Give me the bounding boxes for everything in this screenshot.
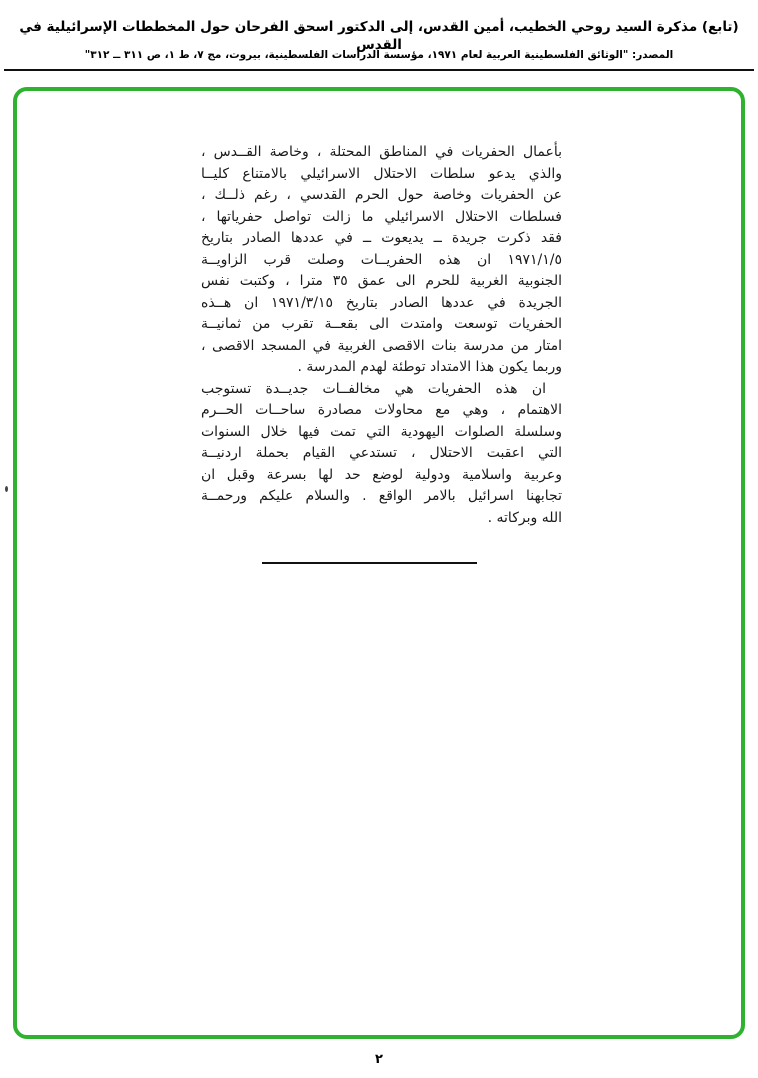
text-line: الله وبركاته . <box>487 509 562 526</box>
text-line: وسلسلة الصلوات اليهودية التي تمت فيها خلال السنوات <box>201 423 562 440</box>
text-line: والذي يدعو سلطات الاحتلال الاسرائيلي بالامتناع كليــا <box>201 165 562 182</box>
text-line: فقد ذكرت جريدة ــ يديعوت ــ في عددها الصادر بتاريخ <box>201 230 562 246</box>
text-line: وربما يكون هذا الامتداد توطئة لهدم المدرسة . <box>297 359 562 375</box>
text-line: التي اعقبت الاحتلال ، تستدعي القيام بحملة اردنيــة <box>201 445 562 461</box>
paragraph-1 <box>201 142 562 379</box>
text-line: فسلطات الاحتلال الاسرائيلي ما زالت تواصل حفرياتها ، <box>201 208 562 225</box>
body-text <box>201 142 562 529</box>
text-line: ١٩٧١/١/٥ ان هذه الحفريــات وصلت قرب الزاويــة <box>201 251 562 268</box>
text-line: الاهتمام ، وهي مع محاولات مصادرة ساحــات الحــرم <box>201 402 562 418</box>
end-divider <box>262 562 477 564</box>
source-line: المصدر: "الوثائق الفلسطينية العربية لعام ١٩٧١، مؤسسة الدراسات الفلسطينية، بيروت، مج ٧، ط ١، ص ٣١١ ــ ٣١٢" <box>84 49 674 61</box>
text-line: وعربية واسلامية ودولية لوضع حد لها بسرعة وقبل ان <box>201 466 562 483</box>
text-line: الحفريات توسعت وامتدت الى بقعــة تقرب من ثمانيــة <box>201 316 562 332</box>
header-divider <box>4 69 754 71</box>
text-line: الجنوبية الغربية للحرم الى عمق ٣٥ مترا ، وكتبت نفس <box>201 273 562 289</box>
text-line: عن الحفريات وخاصة حول الحرم القدسي ، رغم ذلــك ، <box>201 187 562 203</box>
text-line: تجابهنا اسرائيل بالامر الواقع . والسلام عليكم ورحمــة <box>201 488 562 504</box>
scan-speck <box>5 486 8 492</box>
document-title: (تابع) مذكرة السيد روحي الخطيب، أمين القدس، إلى الدكتور اسحق الفرحان حول المخططات الإسرائيلية في القدس <box>19 19 739 53</box>
page-number: ٢ <box>375 1052 383 1067</box>
paragraph-2 <box>201 379 562 530</box>
text-line: امتار من مدرسة بنات الاقصى الغربية في المسجد الاقصى ، <box>201 337 562 354</box>
text-line: ان هذه الحفريات هي مخالفــات جديــدة تستوجب <box>201 380 546 397</box>
text-line: بأعمال الحفريات في المناطق المحتلة ، وخاصة القــدس ، <box>201 144 562 160</box>
text-line: الجريدة في عددها الصادر بتاريخ ١٩٧١/٣/١٥ ان هــذه <box>201 294 562 311</box>
